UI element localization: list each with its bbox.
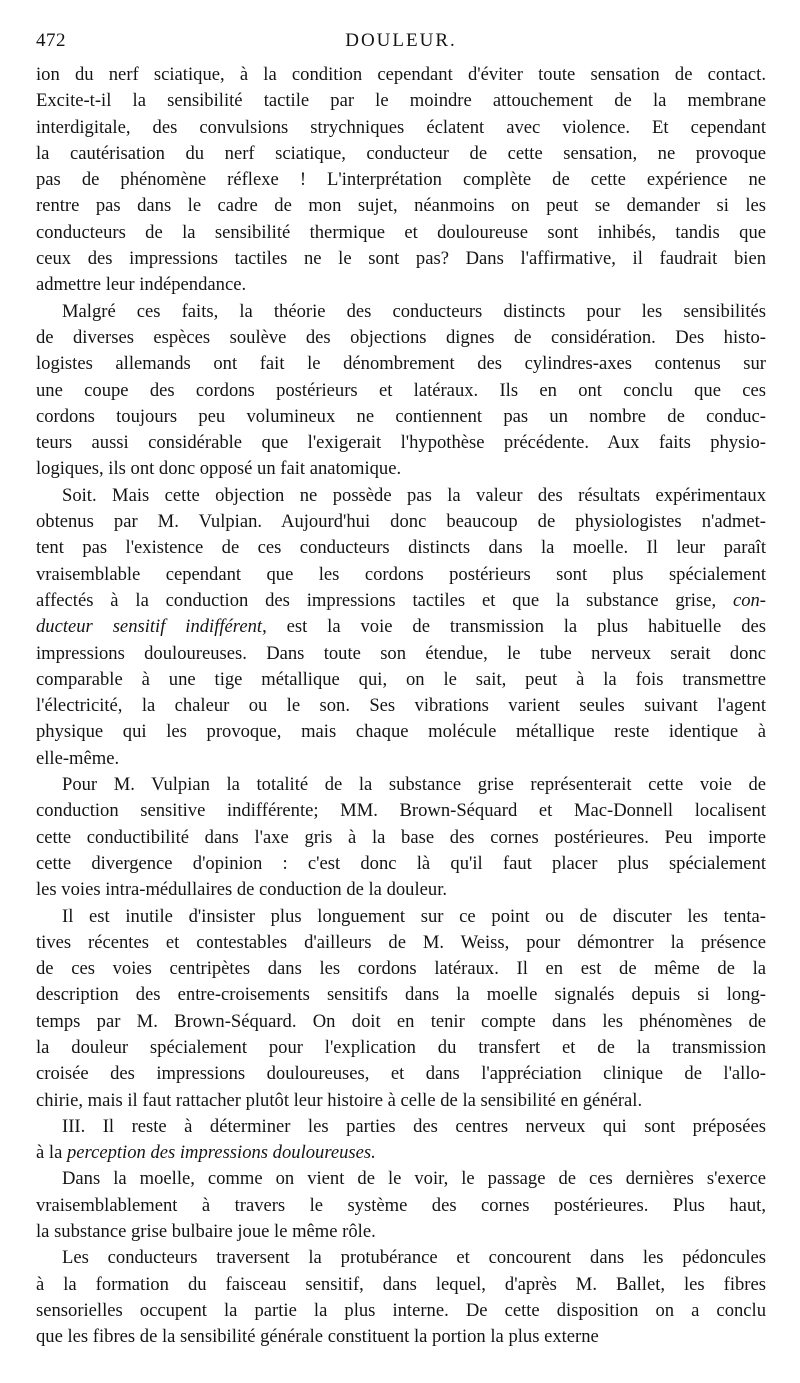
text-line: vraisemblable cependant que les cordons postérieurs sont plus spécialement (36, 563, 766, 585)
paragraph (36, 1245, 766, 1350)
text-line: la substance grise bulbaire joue le même rôle. (36, 1221, 376, 1243)
text-line: ion du nerf sciatique, à la condition cependant d'éviter toute sensation de contact. (36, 64, 766, 85)
text-line: Excite-t-il la sensibilité tactile par le moindre attouchement de la membrane (36, 90, 766, 112)
text-line: elle-même. (36, 747, 120, 769)
text-line: la cautérisation du nerf sciatique, conducteur de cette sensation, ne provoque (36, 142, 766, 164)
text-line: affectés à la conduction des impressions tactiles et que la substance grise, con- (36, 589, 766, 611)
text-line: Soit. Mais cette objection ne possède pas la valeur des résultats expérimentaux (62, 484, 766, 506)
text-line: croisée des impressions douloureuses, et dans l'appréciation clinique de l'allo- (36, 1063, 766, 1085)
text-line: sensorielles occupent la partie la plus interne. De cette disposition on a conclu (36, 1299, 766, 1321)
text-line: teurs aussi considérable que l'exigerait l'hypothèse précédente. Aux faits physio- (36, 432, 766, 454)
text-line: Il est inutile d'insister plus longuement sur ce point ou de discuter les tenta- (62, 905, 766, 927)
text-line: logiques, ils ont donc opposé un fait anatomique. (36, 458, 402, 480)
text-line: ducteur sensitif indifférent, est la voie de transmission la plus habituelle des (36, 616, 766, 638)
page-number: 472 (36, 30, 66, 51)
paragraph (36, 904, 766, 1114)
paragraph (36, 1166, 766, 1245)
running-head: DOULEUR. (345, 30, 457, 51)
text-line: cordons toujours peu volumineux ne contiennent pas un nombre de conduc- (36, 405, 766, 427)
text-line: de diverses espèces soulève des objections dignes de considération. Des histo- (36, 326, 766, 348)
text-line: conducteurs de la sensibilité thermique et douloureuse sont inhibés, tandis que (36, 221, 766, 243)
text-line: Malgré ces faits, la théorie des conducteurs distincts pour les sensibilités (62, 300, 766, 322)
text-line: rentre pas dans le cadre de mon sujet, néanmoins on peut se demander si les (36, 195, 766, 217)
text-line: Pour M. Vulpian la totalité de la substance grise représenterait cette voie de (62, 774, 766, 796)
text-line: à la perception des impressions douloureuses. (36, 1142, 376, 1164)
page-header (36, 28, 766, 62)
text-line: une coupe des cordons postérieurs et latéraux. Ils en ont conclu que ces (36, 379, 766, 401)
text-line: de ces voies centripètes dans les cordons latéraux. Il en est de même de la (36, 958, 766, 980)
text-line: les voies intra-médullaires de conduction de la douleur. (36, 879, 448, 901)
text-line: comparable à une tige métallique qui, on le sait, peut à la fois transmettre (36, 668, 766, 690)
text-line: conduction sensitive indifférente; MM. Brown-Séquard et Mac-Donnell localisent (36, 800, 766, 822)
text-line: temps par M. Brown-Séquard. On doit en tenir compte dans les phénomènes de (36, 1010, 766, 1032)
text-line: III. Il reste à déterminer les parties des centres nerveux qui sont préposées (62, 1115, 766, 1137)
text-line: description des entre-croisements sensitifs dans la moelle signalés depuis si long- (36, 984, 766, 1006)
paragraph (36, 299, 766, 483)
body-text (36, 62, 766, 1351)
paragraph (36, 1114, 766, 1167)
text-line: physique qui les provoque, mais chaque molécule métallique reste identique à (36, 721, 766, 743)
text-line: interdigitale, des convulsions strychniques éclatent avec violence. Et cependant (36, 116, 766, 138)
text-line: Les conducteurs traversent la protubérance et concourent dans les pédoncules (62, 1247, 766, 1269)
text-line: que les fibres de la sensibilité générale constituent la portion la plus externe (36, 1326, 599, 1348)
text-line: pas de phénomène réflexe ! L'interprétation complète de cette expérience ne (36, 169, 766, 191)
text-line: impressions douloureuses. Dans toute son étendue, le tube nerveux serait donc (36, 642, 766, 664)
paragraph (36, 483, 766, 772)
text-line: chirie, mais il faut rattacher plutôt leur histoire à celle de la sensibilité en général. (36, 1089, 643, 1111)
text-line: tives récentes et contestables d'ailleurs de M. Weiss, pour démontrer la présence (36, 931, 766, 953)
text-line: tent pas l'existence de ces conducteurs distincts dans la moelle. Il leur paraît (36, 537, 766, 559)
text-line: vraisemblablement à travers le système des cornes postérieures. Plus haut, (36, 1194, 766, 1216)
text-line: cette conductibilité dans l'axe gris à la base des cornes postérieures. Peu importe (36, 826, 766, 848)
text-line: à la formation du faisceau sensitif, dans lequel, d'après M. Ballet, les fibres (36, 1273, 766, 1295)
text-line: ceux des impressions tactiles ne le sont pas? Dans l'affirmative, il faudrait bien (36, 248, 766, 270)
text-line: logistes allemands ont fait le dénombrement des cylindres-axes contenus sur (36, 353, 766, 375)
paragraph (36, 772, 766, 903)
paragraph (36, 62, 766, 299)
text-line: admettre leur indépendance. (36, 274, 247, 296)
text-line: Dans la moelle, comme on vient de le voir, le passage de ces dernières s'exerce (62, 1168, 766, 1190)
text-line: l'électricité, la chaleur ou le son. Ses vibrations varient seules suivant l'agent (36, 695, 766, 717)
text-line: cette divergence d'opinion : c'est donc là qu'il faut placer plus spécialement (36, 852, 766, 874)
text-line: obtenus par M. Vulpian. Aujourd'hui donc beaucoup de physiologistes n'admet- (36, 511, 766, 533)
text-line: la douleur spécialement pour l'explication du transfert et de la transmission (36, 1036, 766, 1058)
